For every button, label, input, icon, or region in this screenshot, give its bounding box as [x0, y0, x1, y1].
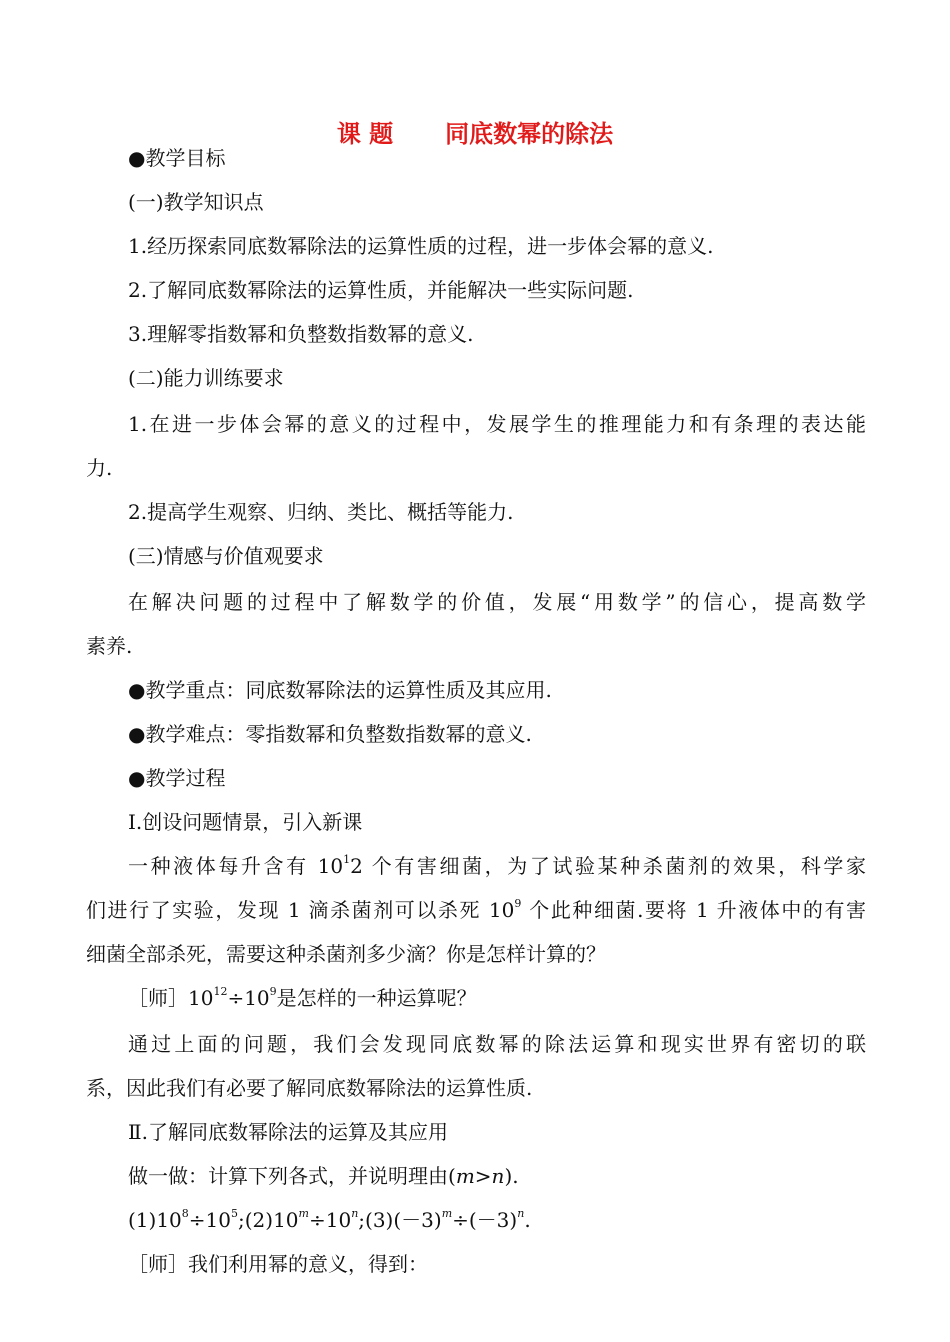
heading-process: ●教学过程 [128, 766, 226, 790]
heading-teaching-goals: ●教学目标 [128, 146, 226, 170]
section-heading-2: Ⅱ.了解同底数幂除法的运算及其应用 [128, 1120, 448, 1144]
paragraph-problem-3: 细菌全部杀死，需要这种杀菌剂多少滴？你是怎样计算的？ [86, 942, 606, 966]
paragraph: 2.了解同底数幂除法的运算性质，并能解决一些实际问题. [128, 278, 634, 302]
teacher-question: ［师$]10^{12}\div 10^9$是怎样的一种运算呢？ [128, 985, 477, 1010]
heading-difficulties: ●教学难点：零指数幂和负整数指数幂的意义. [128, 722, 532, 746]
paragraph-problem-2: 们进行了实验，发现 1 滴杀菌剂可以杀死 $10^9$ 个此种细菌.要将 1 升液体中的有害 [86, 897, 867, 922]
paragraph: 在解决问题的过程中了解数学的价值，发展“用数学”的信心，提高数学 [128, 590, 866, 614]
section-heading-1: Ⅰ.创设问题情景，引入新课 [128, 810, 363, 834]
paragraph: 3.理解零指数幂和负整数指数幂的意义. [128, 322, 474, 346]
paragraph: 2.提高学生观察、归纳、类比、概括等能力. [128, 500, 514, 524]
exercise-prompt: 做一做：计算下列各式，并说明理由(m>n). [128, 1164, 519, 1188]
paragraph: 1.经历探索同底数幂除法的运算性质的过程，进一步体会幂的意义. [128, 234, 714, 258]
paragraph-continuation: 素养. [86, 634, 133, 658]
paragraph-problem: 一种液体每升含有 $10^12$ 个有害细菌，为了试验某种杀菌剂的效果，科学家 [128, 853, 866, 878]
title-part-1: 课 题 [336, 120, 394, 148]
heading-key-points: ●教学重点：同底数幂除法的运算性质及其应用. [128, 678, 552, 702]
paragraph: 1.在进一步体会幂的意义的过程中，发展学生的推理能力和有条理的表达能 [128, 412, 866, 436]
paragraph: 通过上面的问题，我们会发现同底数幂的除法运算和现实世界有密切的联 [128, 1032, 866, 1056]
subheading-knowledge: (一)教学知识点 [128, 190, 264, 214]
title-part-2: 同底数幂的除法 [445, 120, 614, 148]
paragraph-continuation: 力. [86, 456, 113, 480]
subheading-emotion: (三)情感与价值观要求 [128, 544, 324, 568]
teacher-statement: ［师］我们利用幂的意义，得到： [128, 1252, 428, 1276]
subheading-ability: (二)能力训练要求 [128, 366, 284, 390]
paragraph-continuation: 系，因此我们有必要了解同底数幂除法的运算性质. [86, 1076, 533, 1100]
exercise-formulas: $(1)10^8\div 10^5;(2)10^m\div 10^n;(3)(-3)^m\div(-3)^n$. [128, 1207, 531, 1232]
